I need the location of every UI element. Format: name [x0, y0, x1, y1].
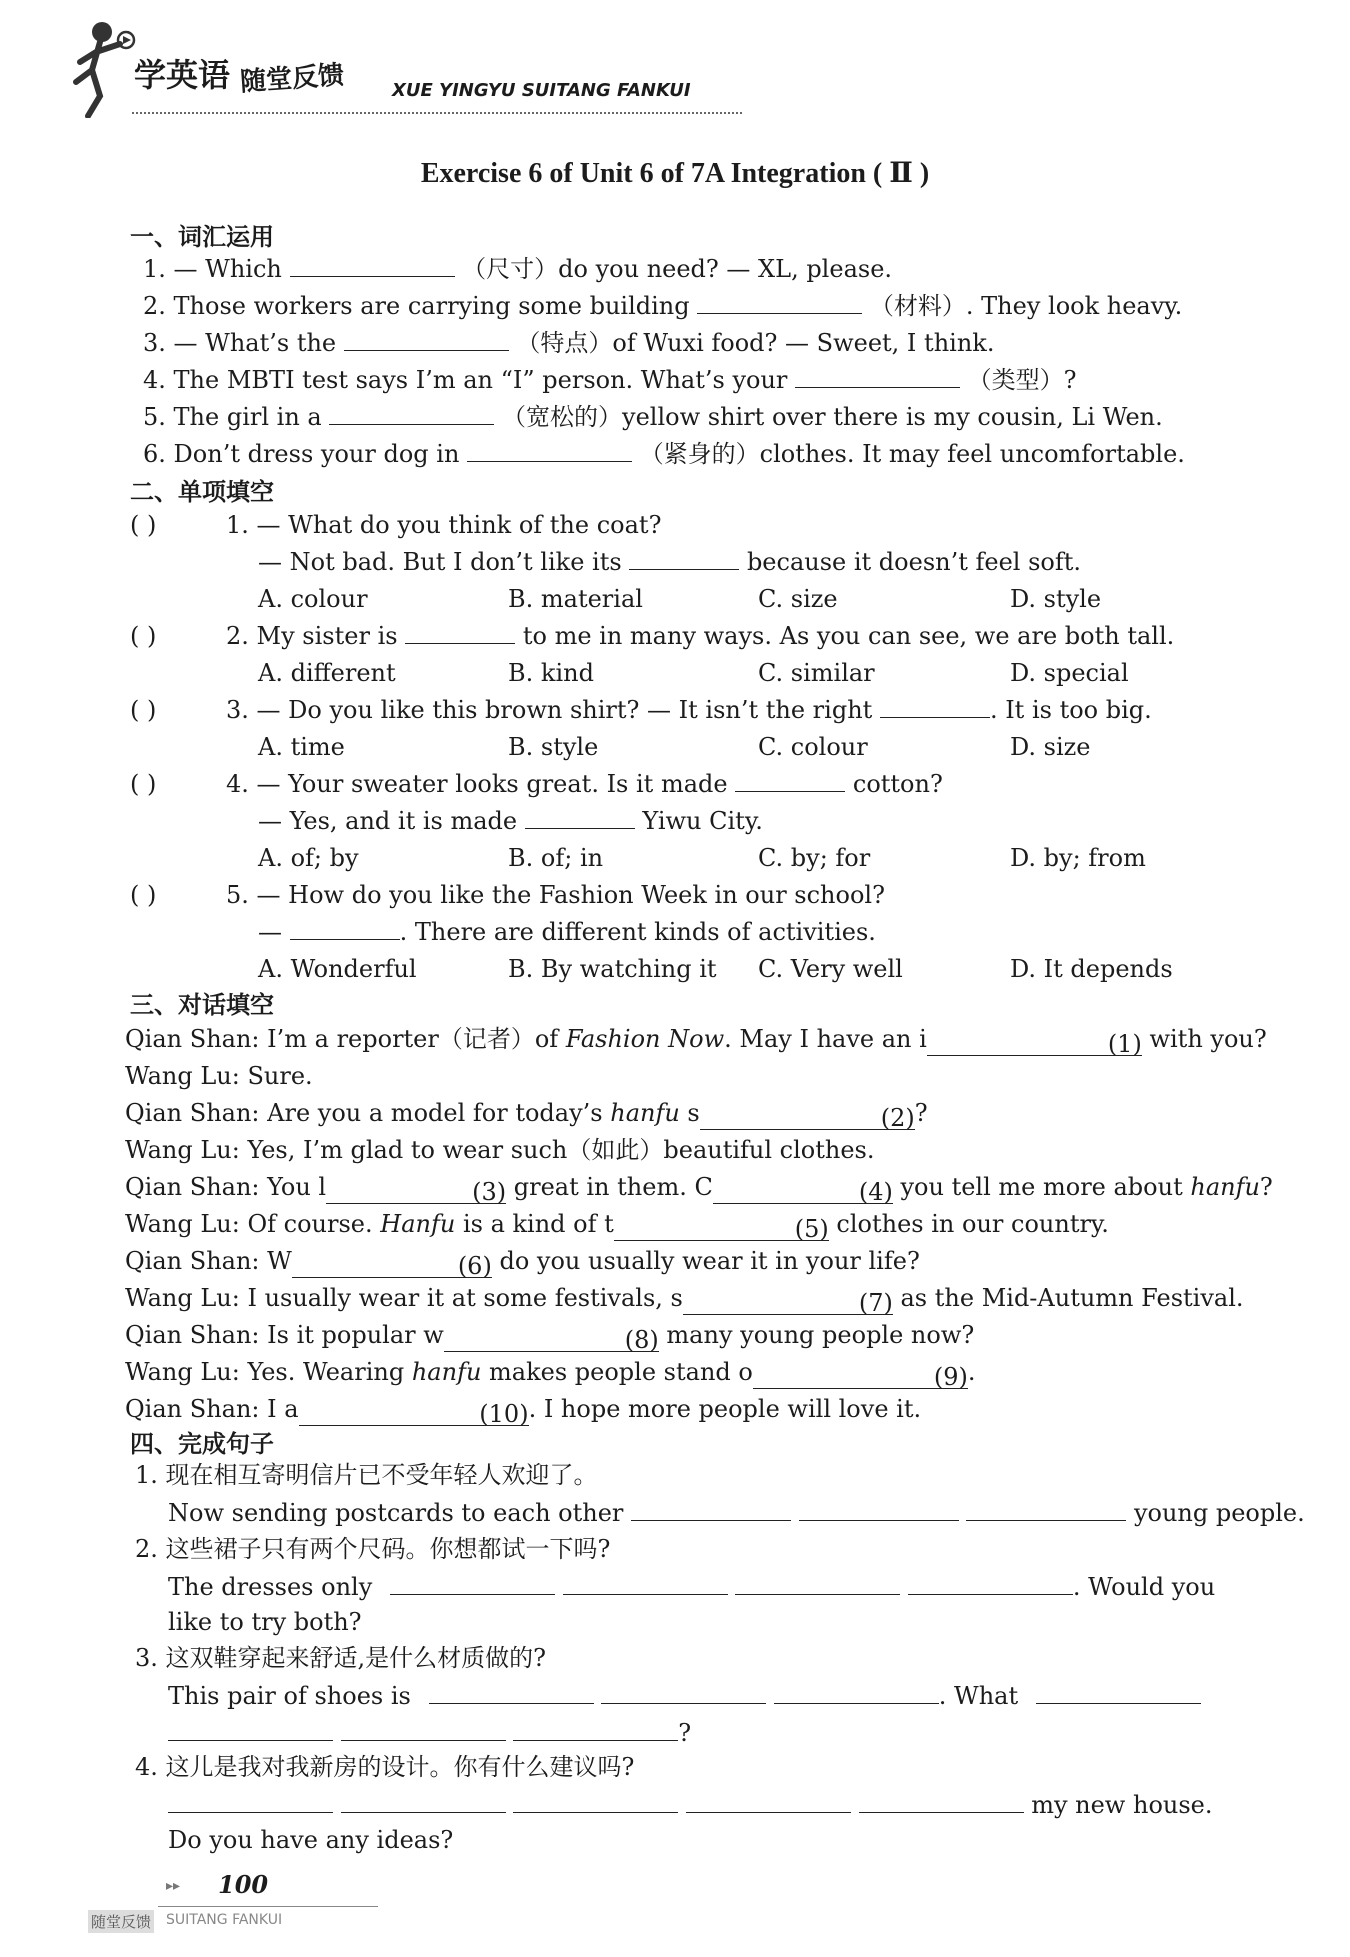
answer-blank[interactable]: (10) — [299, 1397, 529, 1426]
option-d: D. It depends — [1010, 955, 1173, 983]
option-b: B. material — [508, 585, 643, 613]
arrow-icon: ▸▸ — [166, 1878, 181, 1894]
answer-blank[interactable]: (6) — [292, 1249, 492, 1278]
option-c: C. size — [758, 585, 838, 613]
option-a: A. of; by — [258, 844, 359, 872]
translation-prompt: 2. 这些裙子只有两个尺码。你想都试一下吗? — [135, 1535, 611, 1563]
section-heading-dialogue: 三、对话填空 — [130, 991, 274, 1019]
answer-bracket[interactable]: ( ) — [130, 881, 157, 909]
answer-blank[interactable] — [344, 326, 509, 351]
answer-blank[interactable] — [168, 1716, 333, 1741]
mc-question-line: — Not bad. But I don’t like its because it doesn’t feel soft. — [258, 545, 1081, 579]
answer-blank[interactable]: (9) — [753, 1360, 968, 1389]
dialogue-line: Qian Shan: Are you a model for today’s hanfu s (2)? — [125, 1099, 928, 1132]
dialogue-line: Wang Lu: Sure. — [125, 1062, 313, 1090]
option-c: C. similar — [758, 659, 875, 687]
translation-prompt: 4. 这儿是我对我新房的设计。你有什么建议吗? — [135, 1753, 635, 1781]
runner-logo-icon — [62, 18, 142, 118]
answer-bracket[interactable]: ( ) — [130, 622, 157, 650]
mc-question: 2. My sister is to me in many ways. As you can see, we are both tall. — [226, 619, 1174, 653]
answer-blank[interactable] — [563, 1570, 728, 1595]
answer-blank[interactable] — [601, 1679, 766, 1704]
answer-blank[interactable] — [525, 804, 635, 829]
translation-answer-line: my new house. — [168, 1788, 1213, 1822]
answer-blank[interactable] — [697, 289, 862, 314]
dialogue-line: Qian Shan: Is it popular w (8) many young people now? — [125, 1321, 975, 1354]
footer-label-cn: 随堂反馈 — [88, 1910, 154, 1933]
vocab-item: 5. The girl in a （宽松的）yellow shirt over there is my cousin, Li Wen. — [143, 400, 1163, 434]
translation-prompt: 1. 现在相互寄明信片已不受年轻人欢迎了。 — [135, 1461, 598, 1489]
translation-answer-line: ? — [168, 1716, 691, 1750]
footer-rule — [158, 1906, 378, 1907]
answer-bracket[interactable]: ( ) — [130, 770, 157, 798]
footer — [88, 1870, 348, 1940]
page-title: Exercise 6 of Unit 6 of 7A Integration ( Ⅱ ) — [420, 158, 930, 189]
option-d: D. special — [1010, 659, 1129, 687]
option-c: C. Very well — [758, 955, 903, 983]
dialogue-line: Wang Lu: I usually wear it at some festivals, s (7) as the Mid-Autumn Festival. — [125, 1284, 1244, 1317]
answer-bracket[interactable]: ( ) — [130, 696, 157, 724]
dialogue-line: Qian Shan: I’m a reporter（记者）of Fashion Now. May I have an i (1) with you? — [125, 1025, 1267, 1058]
mc-question: 5. — How do you like the Fashion Week in our school? — [226, 881, 885, 909]
answer-bracket[interactable]: ( ) — [130, 511, 157, 539]
dialogue-line: Qian Shan: You l (3) great in them. C (4) you tell me more about hanfu? — [125, 1173, 1273, 1206]
translation-answer-line: This pair of shoes is . What — [168, 1679, 1201, 1713]
translation-answer-line: Now sending postcards to each other young people. — [168, 1496, 1305, 1530]
answer-blank[interactable] — [859, 1788, 1024, 1813]
vocab-item: 2. Those workers are carrying some building （材料）. They look heavy. — [143, 289, 1182, 323]
header-dotted-rule — [132, 112, 742, 114]
mc-question: 1. — What do you think of the coat? — [226, 511, 662, 539]
answer-blank[interactable] — [513, 1788, 678, 1813]
vocab-item: 4. The MBTI test says I’m an “I” person. What’s your （类型）? — [143, 363, 1077, 397]
answer-blank[interactable]: (1) — [927, 1027, 1142, 1056]
option-b: B. of; in — [508, 844, 604, 872]
mc-question: 3. — Do you like this brown shirt? — It isn’t the right . It is too big. — [226, 693, 1152, 727]
vocab-item: 6. Don’t dress your dog in （紧身的）clothes. It may feel uncomfortable. — [143, 437, 1185, 471]
answer-blank[interactable] — [168, 1788, 333, 1813]
dialogue-line: Qian Shan: W (6) do you usually wear it in your life? — [125, 1247, 920, 1280]
answer-blank[interactable]: (5) — [614, 1212, 829, 1241]
answer-blank[interactable] — [686, 1788, 851, 1813]
answer-blank[interactable] — [966, 1496, 1126, 1521]
answer-blank[interactable] — [631, 1496, 791, 1521]
answer-blank[interactable] — [341, 1716, 506, 1741]
answer-blank[interactable] — [735, 1570, 900, 1595]
option-a: A. different — [258, 659, 396, 687]
logo-title: 学英语 — [134, 56, 231, 94]
option-b: B. style — [508, 733, 599, 761]
vocab-item: 1. — Which （尺寸）do you need? — XL, please. — [143, 252, 892, 286]
dialogue-line: Wang Lu: Yes. Wearing hanfu makes people stand o (9). — [125, 1358, 976, 1391]
answer-blank[interactable] — [513, 1716, 678, 1741]
answer-blank[interactable]: (3) — [326, 1175, 506, 1204]
footer-label-en: SUITANG FANKUI — [166, 1912, 283, 1928]
answer-blank[interactable] — [735, 767, 845, 792]
answer-blank[interactable] — [341, 1788, 506, 1813]
vocab-item: 3. — What’s the （特点）of Wuxi food? — Sweet, I think. — [143, 326, 994, 360]
section-heading-vocab: 一、词汇运用 — [130, 223, 274, 251]
translation-answer-line: Do you have any ideas? — [168, 1826, 454, 1854]
translation-prompt: 3. 这双鞋穿起来舒适,是什么材质做的? — [135, 1644, 547, 1672]
answer-blank[interactable] — [629, 545, 739, 570]
option-c: C. by; for — [758, 844, 871, 872]
section-heading-mc: 二、单项填空 — [130, 478, 274, 506]
option-d: D. style — [1010, 585, 1102, 613]
answer-blank[interactable]: (8) — [444, 1323, 659, 1352]
logo-subtitle: 随堂反馈 — [239, 60, 346, 98]
answer-blank[interactable] — [429, 1679, 594, 1704]
answer-blank[interactable] — [799, 1496, 959, 1521]
mc-question-line: — Yes, and it is made Yiwu City. — [258, 804, 763, 838]
dialogue-line: Wang Lu: Yes, I’m glad to wear such（如此）beautiful clothes. — [125, 1136, 875, 1164]
answer-blank[interactable] — [290, 915, 400, 940]
option-d: D. size — [1010, 733, 1091, 761]
logo-pinyin: XUE YINGYU SUITANG FANKUI — [392, 80, 691, 101]
answer-blank[interactable]: (4) — [713, 1175, 893, 1204]
translation-answer-line: The dresses only . Would you — [168, 1570, 1215, 1604]
answer-blank[interactable] — [795, 363, 960, 388]
answer-blank[interactable] — [290, 252, 455, 277]
option-a: A. colour — [258, 585, 368, 613]
dialogue-line: Wang Lu: Of course. Hanfu is a kind of t (5) clothes in our country. — [125, 1210, 1109, 1243]
option-d: D. by; from — [1010, 844, 1146, 872]
mc-question: 4. — Your sweater looks great. Is it made cotton? — [226, 767, 943, 801]
answer-blank[interactable] — [908, 1570, 1073, 1595]
option-a: A. Wonderful — [258, 955, 417, 983]
option-a: A. time — [258, 733, 345, 761]
mc-question-line: — . There are different kinds of activities. — [258, 915, 876, 949]
answer-blank[interactable] — [405, 619, 515, 644]
answer-blank[interactable]: (7) — [683, 1286, 893, 1315]
answer-blank[interactable] — [329, 400, 494, 425]
answer-blank[interactable] — [1036, 1679, 1201, 1704]
answer-blank[interactable] — [390, 1570, 555, 1595]
dialogue-line: Qian Shan: I a (10). I hope more people will love it. — [125, 1395, 922, 1428]
answer-blank[interactable] — [774, 1679, 939, 1704]
page-number: 100 — [218, 1870, 269, 1899]
option-c: C. colour — [758, 733, 868, 761]
answer-blank[interactable]: (2) — [700, 1101, 915, 1130]
option-b: B. kind — [508, 659, 594, 687]
option-b: B. By watching it — [508, 955, 717, 983]
section-heading-complete: 四、完成句子 — [130, 1430, 274, 1458]
answer-blank[interactable] — [880, 693, 990, 718]
header — [62, 18, 702, 118]
translation-answer-line: like to try both? — [168, 1608, 362, 1636]
answer-blank[interactable] — [467, 437, 632, 462]
